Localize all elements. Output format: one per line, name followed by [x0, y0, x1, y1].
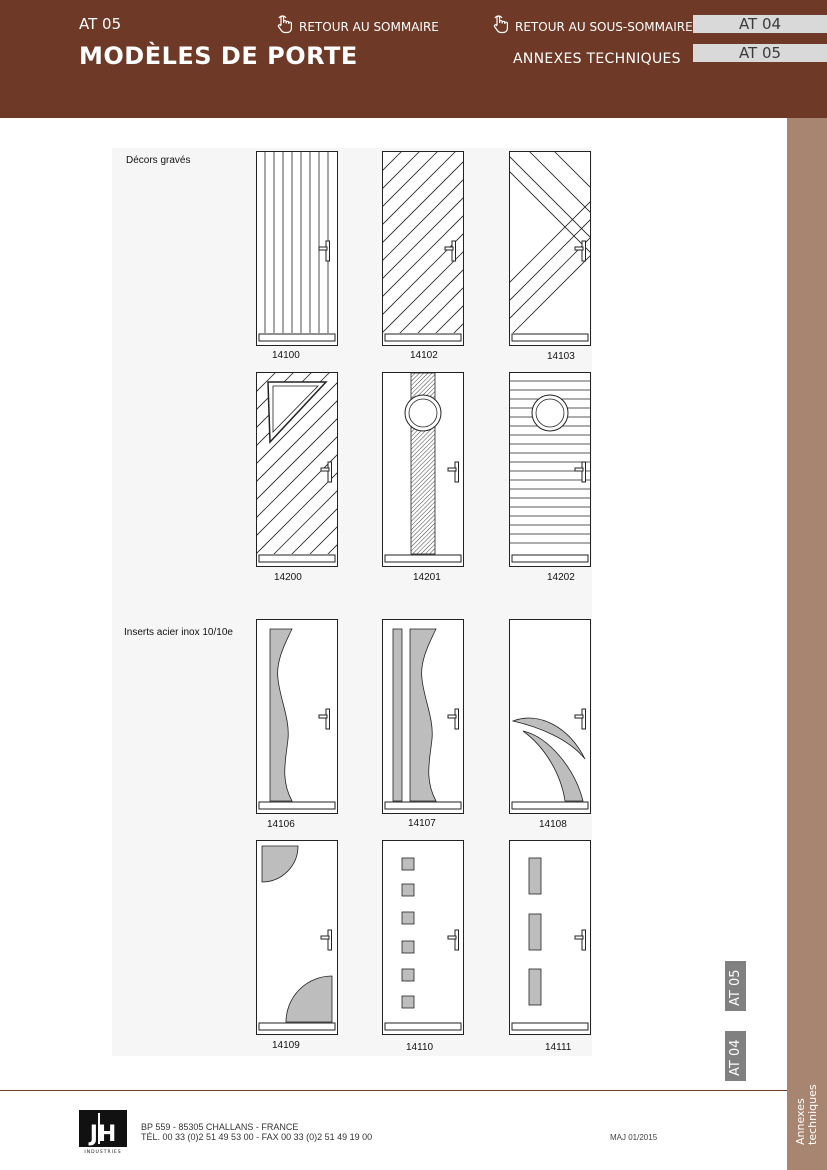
- door-code: 14107: [408, 818, 436, 829]
- section-label-engraved: Décors gravés: [126, 155, 191, 166]
- annex-title: ANNEXES TECHNIQUES: [513, 51, 681, 67]
- door-code: 14202: [547, 572, 575, 583]
- footer-divider: [0, 1090, 787, 1091]
- door-14106: [256, 619, 338, 815]
- door-code: 14100: [272, 350, 300, 361]
- door-14200: [256, 372, 338, 568]
- door-14110: [382, 840, 464, 1036]
- door-14102: [382, 151, 464, 347]
- door-drawing: [256, 619, 338, 815]
- door-code: 14103: [547, 351, 575, 362]
- svg-text:JH: JH: [89, 1122, 117, 1147]
- door-code: 14200: [274, 572, 302, 583]
- door-14111: [509, 840, 591, 1036]
- door-drawing: [256, 151, 338, 347]
- side-tab-at04[interactable]: AT 04: [725, 1031, 746, 1081]
- door-drawing: [382, 840, 464, 1036]
- door-14202: [509, 372, 591, 568]
- page-header: [0, 0, 827, 118]
- door-drawing: [256, 840, 338, 1036]
- page-title: MODÈLES DE PORTE: [79, 42, 358, 70]
- company-address: [141, 1122, 372, 1142]
- door-code: 14108: [539, 819, 567, 830]
- back-to-subsummary-label: RETOUR AU SOUS-SOMMAIRE: [515, 20, 693, 34]
- address-line: BP 559 - 85305 CHALLANS - FRANCE: [141, 1122, 299, 1132]
- door-14201: [382, 372, 464, 568]
- door-14109: [256, 840, 338, 1036]
- side-strip: [787, 118, 827, 1170]
- section-label-inserts: Inserts acier inox 10/10e: [124, 627, 233, 638]
- back-to-subsummary-link[interactable]: [491, 14, 693, 34]
- door-14107: [382, 619, 464, 815]
- tab-at04[interactable]: AT 04: [693, 15, 827, 33]
- back-to-summary-label: RETOUR AU SOMMAIRE: [299, 20, 439, 34]
- door-drawing: [509, 151, 591, 347]
- door-drawing: [256, 372, 338, 568]
- door-code: 14102: [410, 350, 438, 361]
- door-drawing: [509, 840, 591, 1036]
- header-section-code: AT 05: [79, 15, 122, 33]
- door-14100: [256, 151, 338, 347]
- door-drawing: [509, 619, 591, 815]
- door-14103: [509, 151, 591, 347]
- door-drawing: [509, 372, 591, 568]
- svg-text:INDUSTRIES: INDUSTRIES: [84, 1150, 122, 1154]
- phone-fax-line: TÉL. 00 33 (0)2 51 49 53 00 - FAX 00 33 (0)2 51 49 19 00: [141, 1132, 373, 1142]
- back-to-summary-link[interactable]: [275, 14, 439, 34]
- update-date: MAJ 01/2015: [610, 1133, 658, 1142]
- door-code: 14201: [413, 572, 441, 583]
- door-code: 14111: [545, 1042, 572, 1053]
- company-logo: [79, 1110, 127, 1154]
- door-drawing: [382, 372, 464, 568]
- door-14108: [509, 619, 591, 815]
- hand-pointer-icon: [275, 14, 295, 34]
- side-annex-label: Annexes techniques: [794, 1084, 819, 1145]
- door-code: 14110: [406, 1042, 434, 1053]
- logo-mark: [79, 1110, 127, 1154]
- side-tab-at05[interactable]: AT 05: [725, 961, 746, 1011]
- door-code: 14106: [267, 819, 295, 830]
- hand-pointer-icon: [491, 14, 511, 34]
- door-code: 14109: [272, 1040, 300, 1051]
- door-drawing: [382, 151, 464, 347]
- tab-at05[interactable]: AT 05: [693, 44, 827, 62]
- door-drawing: [382, 619, 464, 815]
